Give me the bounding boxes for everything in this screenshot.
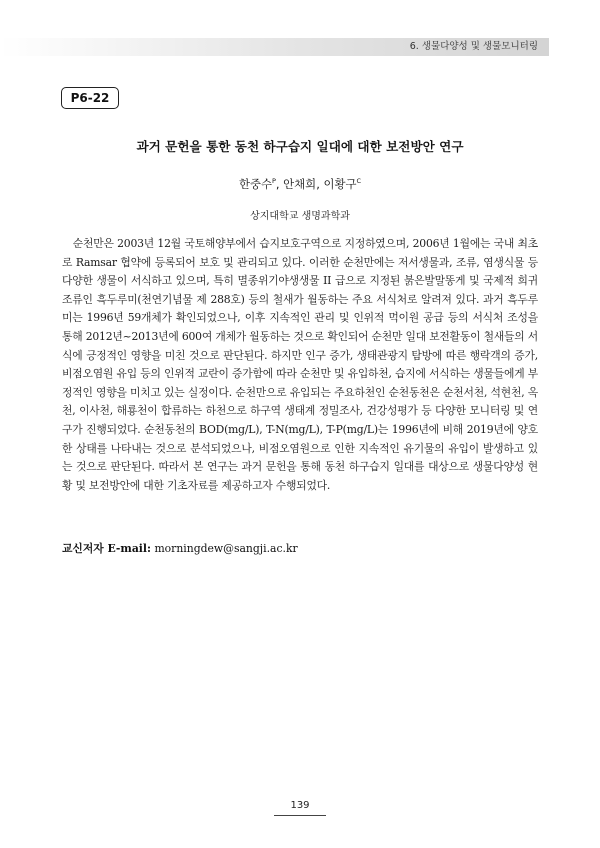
author-name: 안채희	[283, 177, 317, 191]
author-separator: ,	[275, 177, 284, 191]
author-list	[0, 176, 600, 192]
contact-line	[62, 541, 298, 556]
running-header: 6. 생물다양성 및 생물모니터링	[409, 41, 538, 52]
author-name: 이황구	[323, 177, 357, 191]
author-separator: ,	[316, 177, 324, 191]
author-mark: P	[272, 177, 276, 186]
abstract-body: 순천만은 2003년 12월 국토해양부에서 습지보호구역으로 지정하였으며, 2006년 1월에는 국내 최초로 Ramsar 협약에 등록되어 보호 및 관리되고 있다. 이러한 순천만에는 저서생물과, 조류, 염생식물 등 다양한 생물이 서식하고 있으며, 특히 멸종위기야생생물 II 급으로 지정된 붉은발말똥게 및 국제적 희귀조류인 흑두루미(천연기념물 제 288호) 등의 철새가 월동하는 주요 서식처로 알려져 있다. 과거 흑두루미는 1996년 59개체가 확인되었으나, 이후 지속적인 관리 및 인위적 먹이원 공급 등의 서식처 조성을 통해 2012년~2013년에 600여 개체가 월동하는 것으로 확인되어 순천만 일대 보전활동이 철새들의 서식에 긍정적인 영향을 미친 것으로 판단된다. 하지만 인구 증가, 생태관광지 탐방에 따른 행락객의 증가, 비점오염원 유입 등의 인위적 교란이 증가함에 따라 순천만 및 유입하천, 습지에 서식하는 생물들에게 부정적인 영향을 미치고 있는 실정이다. 순천만으로 유입되는 주요하천인 순천동천은 순천서천, 석현천, 옥천, 이사천, 해룡천이 합류하는 하천으로 하구역 생태계 정밀조사, 건강성평가 등 다양한 모니터링 및 연구가 진행되었다. 순천동천의 BOD(mg/L), T-N(mg/L), T-P(mg/L)는 1996년에 비해 2019년에 양호한 상태를 나타내는 것으로 분석되었으나, 비점오염원으로 인한 지속적인 유기물의 유입이 발생하고 있는 것으로 판단된다. 따라서 본 연구는 과거 문헌을 통해 동천 하구습지 일대를 대상으로 생물다양성 현황 및 보전방안에 대한 기초자료를 제공하고자 수행되었다.	[62, 237, 538, 492]
paper-code-badge: P6-22	[61, 87, 119, 109]
page-number: 139	[290, 800, 310, 811]
paper-title: 과거 문헌을 통한 동천 하구습지 일대에 대한 보전방안 연구	[136, 139, 464, 154]
page-number-underline	[274, 815, 326, 816]
author-mark: C	[356, 177, 361, 186]
contact-email[interactable]: morningdew@sangji.ac.kr	[154, 542, 298, 555]
author-name: 한중수	[238, 177, 272, 191]
contact-label: 교신저자 E-mail:	[62, 542, 151, 555]
affiliation: 상지대학교 생명과학과	[250, 211, 350, 222]
